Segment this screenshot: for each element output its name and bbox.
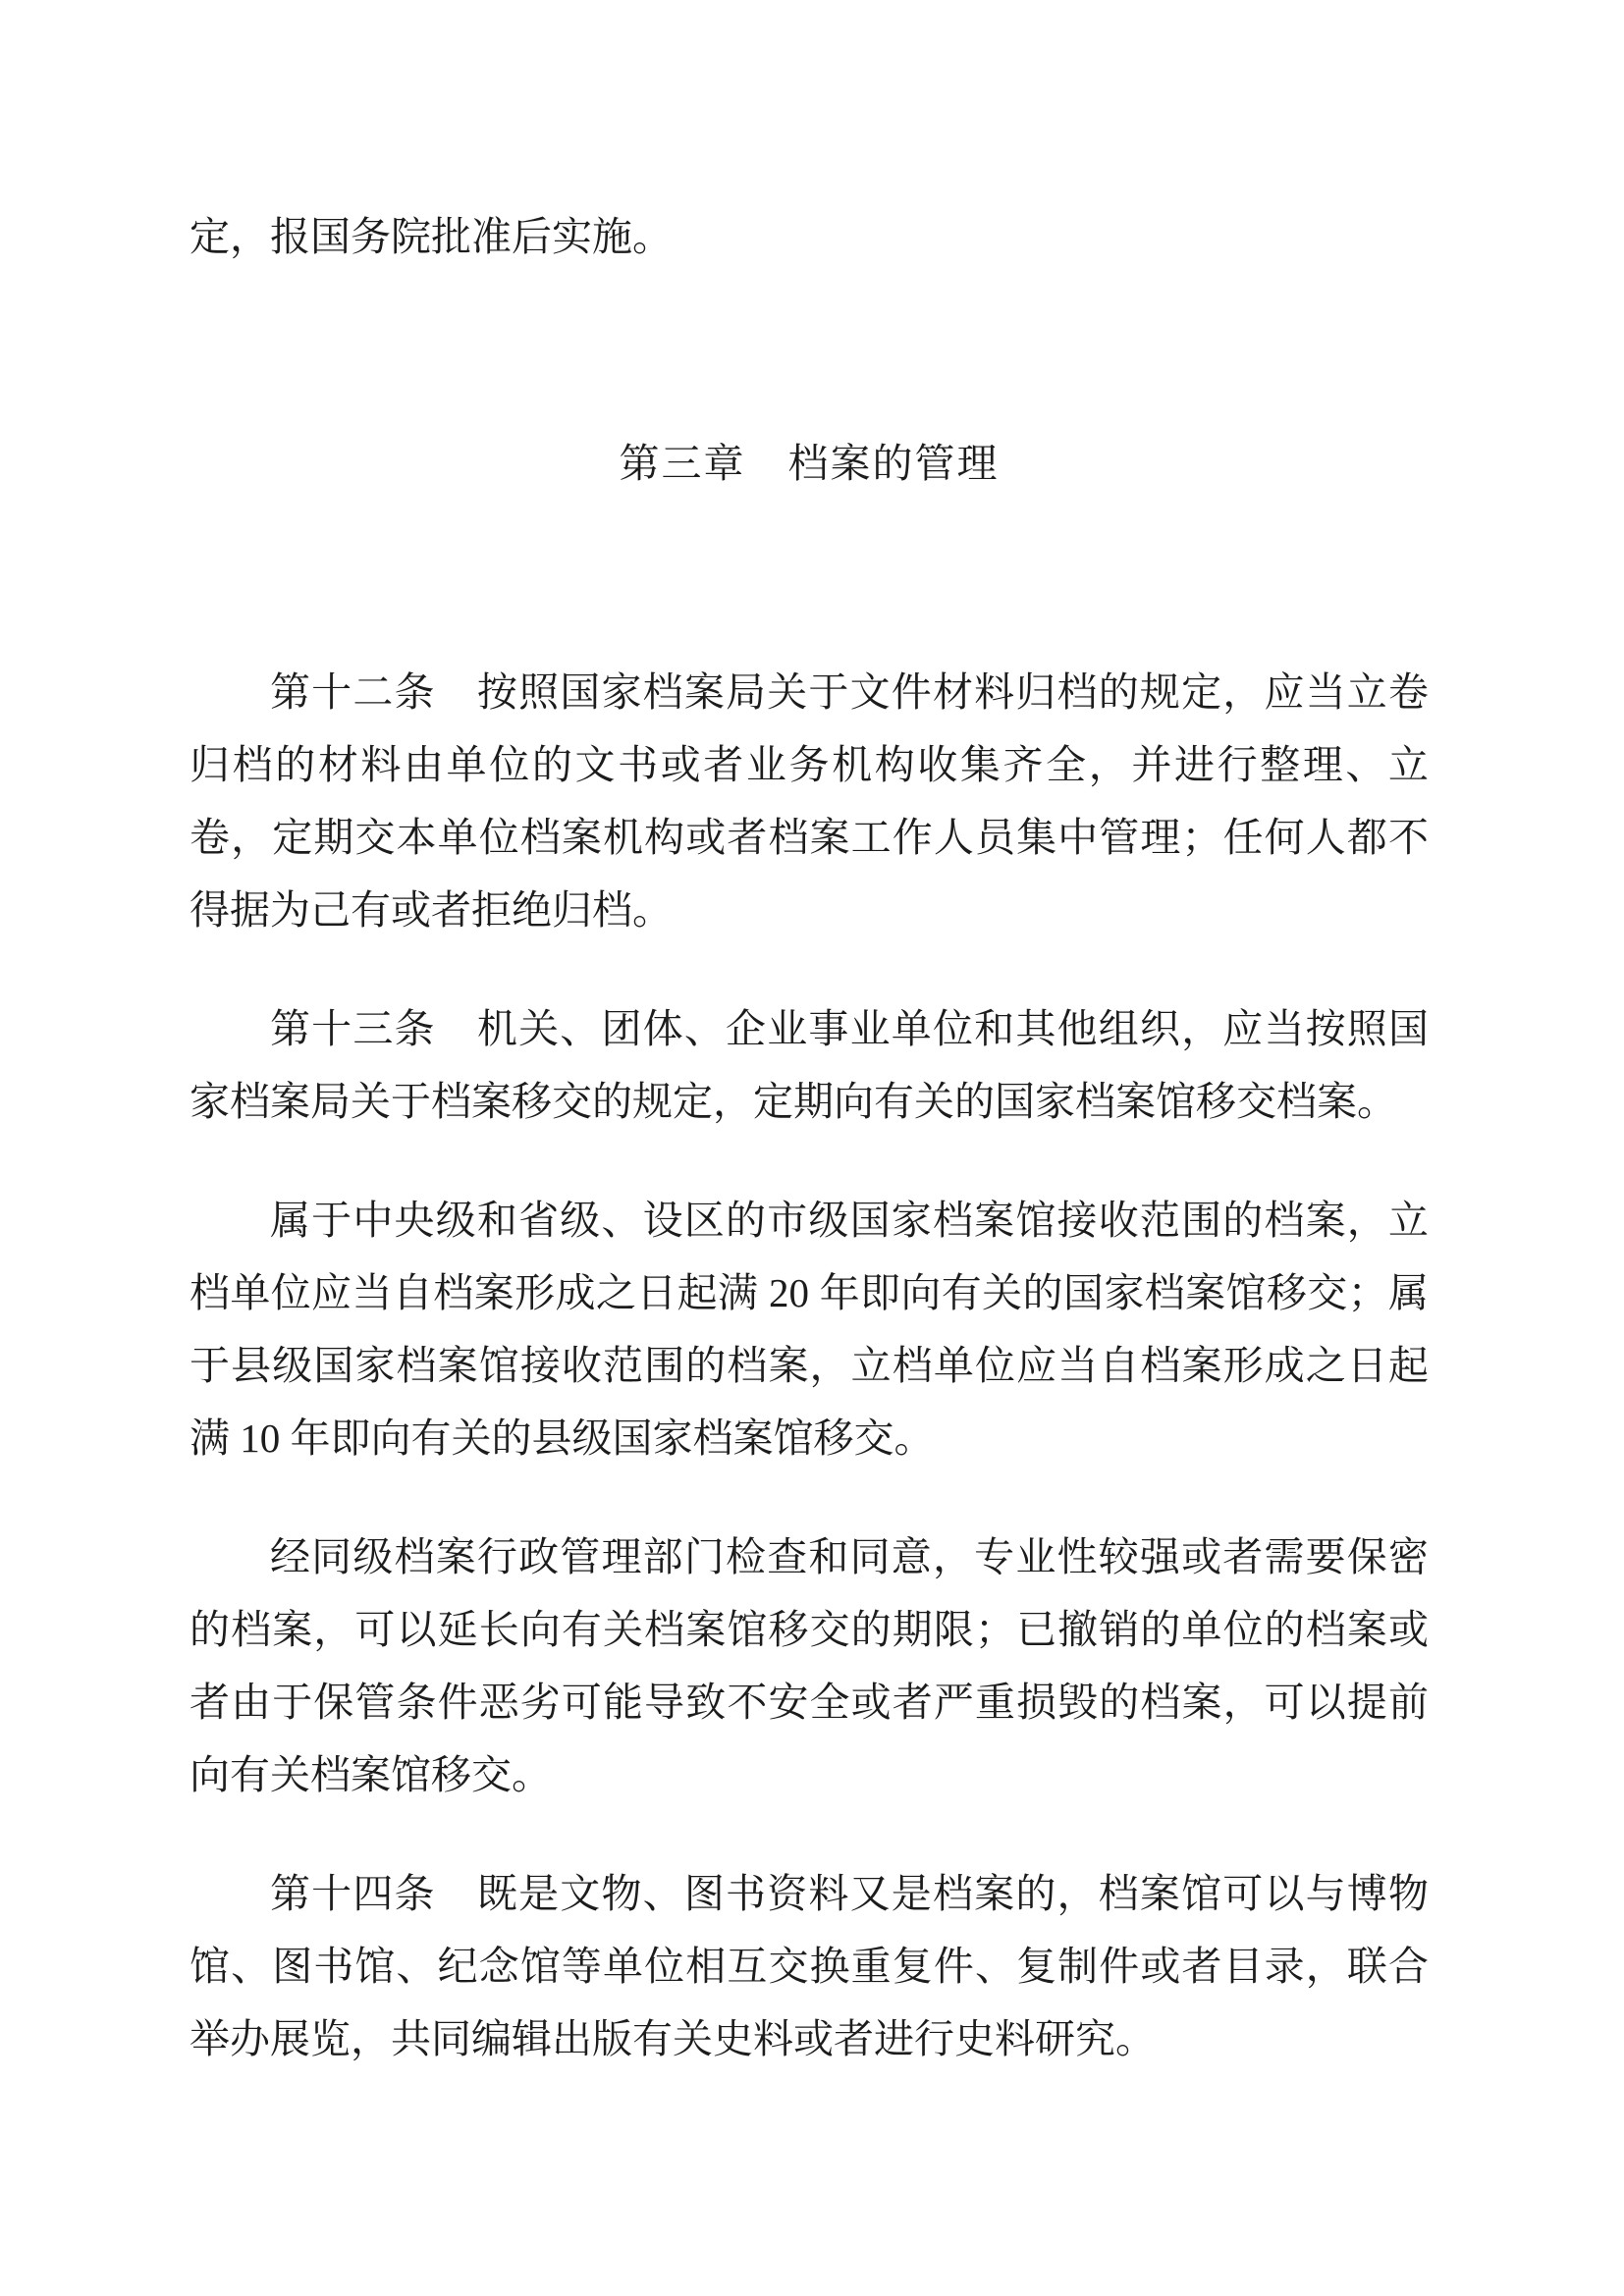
continuation-line: 定，报国务院批准后实施。 xyxy=(189,214,673,259)
article-12-paragraph: 第十二条 按照国家档案局关于文件材料归档的规定，应当立卷归档的材料由单位的文书或者业务机构收集齐全，并进行整理、立卷，定期交本单位档案机构或者档案工作人员集中管理；任何人都不得据为己有或者拒绝归档。 xyxy=(189,669,1429,933)
article-14-paragraph: 第十四条 既是文物、图书资料又是档案的，档案馆可以与博物馆、图书馆、纪念馆等单位相互交换重复件、复制件或者目录，联合举办展览，共同编辑出版有关史料或者进行史料研究。 xyxy=(189,1871,1429,2061)
article-13-paragraph: 第十三条 机关、团体、企业事业单位和其他组织，应当按照国家档案局关于档案移交的规定，定期向有关的国家档案馆移交档案。 xyxy=(189,1006,1429,1124)
article-13-transfer-deadlines-paragraph: 属于中央级和省级、设区的市级国家档案馆接收范围的档案，立档单位应当自档案形成之日起满 20 年即向有关的国家档案馆移交；属于县级国家档案馆接收范围的档案，立档单位应当自档案形成之日起满 10 年即向有关的县级国家档案馆移交。 xyxy=(189,1198,1429,1461)
article-13-extension-paragraph: 经同级档案行政管理部门检查和同意，专业性较强或者需要保密的档案，可以延长向有关档案馆移交的期限；已撤销的单位的档案或者由于保管条件恶劣可能导致不安全或者严重损毁的档案，可以提前向有关档案馆移交。 xyxy=(189,1534,1429,1797)
chapter-heading: 第三章 档案的管理 xyxy=(619,441,1000,486)
